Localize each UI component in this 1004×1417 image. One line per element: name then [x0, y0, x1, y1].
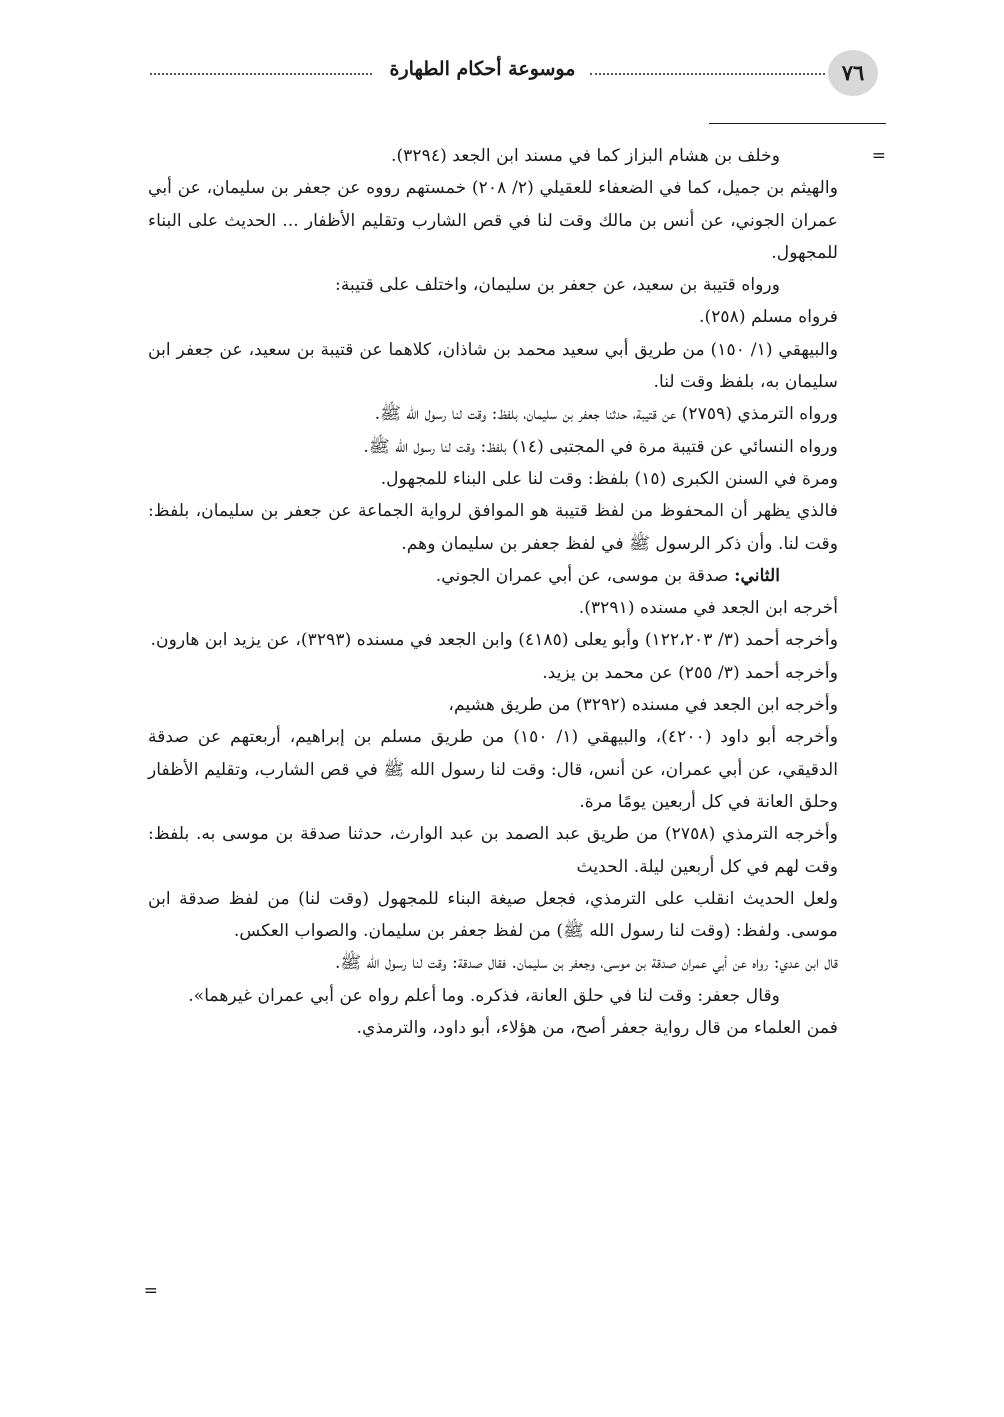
paragraph: وأخرجه أبو داود (٤٢٠٠)، والبيهقي (١/ ١٥٠) من طريق مسلم بن إبراهيم، أربعتهم عن صدقة الدقيقي، عن أبي عمران، عن أنس، قال: وقت لنا رسول الله ﷺ في قص الشارب، وتقليم الأظفار وحلق العانة في كل أربعين يومًا مرة.	[148, 727, 838, 812]
header-dotted-leader-left	[150, 73, 372, 75]
section-label: الثاني:	[734, 565, 780, 586]
running-header	[140, 50, 890, 96]
paragraph	[148, 560, 838, 592]
footnote-body	[148, 140, 838, 1044]
header-dotted-leader-right	[590, 73, 825, 75]
paragraph: وأخرجه ابن الجعد في مسنده (٣٢٩٢) من طريق هشيم،	[448, 695, 838, 716]
paragraph: ولعل الحديث انقلب على الترمذي، فجعل صيغة البناء للمجهول (وقت لنا) من لفظ صدقة ابن موسى. ولفظ: (وقت لنا رسول الله ﷺ) من لفظ جعفر بن سليمان. والصواب العكس.	[148, 888, 838, 942]
page-number: ٧٦	[828, 50, 878, 96]
paragraph: ورواه النسائي عن قتيبة مرة في المجتبى (١٤) بلفظ: وقت لنا رسول الله ﷺ.	[363, 436, 838, 457]
paragraph: فمن العلماء من قال رواية جعفر أصح، من هؤلاء، أبو داود، والترمذي.	[356, 1018, 838, 1039]
paragraph: وأخرجه الترمذي (٢٧٥٨) من طريق عبد الصمد بن عبد الوارث، حدثنا صدقة بن موسى به. بلفظ: وقت لهم في كل أربعين ليلة. الحديث	[148, 824, 838, 877]
paragraph: ورواه الترمذي (٢٧٥٩) عن قتيبة، حدثنا جعفر بن سليمان، بلفظ: وقت لنا رسول الله ﷺ.	[374, 404, 838, 425]
paragraph: ومرة في السنن الكبرى (١٥) بلفظ: وقت لنا على البناء للمجهول.	[380, 468, 838, 489]
header-title: موسوعة أحكام الطهارة	[389, 58, 576, 80]
paragraph: فالذي يظهر أن المحفوظ من لفظ قتيبة هو الموافق لرواية الجماعة عن جعفر بن سليمان، بلفظ: وقت لنا. وأن ذكر الرسول ﷺ في لفظ جعفر بن سليمان وهم.	[148, 501, 838, 554]
paragraph: قال ابن عدي: رواه عن أبي عمران صدقة بن موسى، وجعفر بن سليمان. فقال صدقة: وقت لنا رسول الله ﷺ.	[334, 953, 838, 974]
paragraph: ورواه قتيبة بن سعيد، عن جعفر بن سليمان، واختلف على قتيبة:	[335, 275, 780, 296]
paragraph: فرواه مسلم (٢٥٨).	[699, 307, 838, 328]
footnote-separator-rule	[709, 123, 886, 124]
paragraph: وأخرجه أحمد (٣/ ٢٥٥) عن محمد بن يزيد.	[542, 662, 838, 683]
paragraph: والهيثم بن جميل، كما في الضعفاء للعقيلي (٢/ ٢٠٨) خمستهم رووه عن جعفر بن سليمان، عن أبي عمران الجوني، عن أنس بن مالك وقت لنا في قص الشارب وتقليم الأظفار ... الحديث على البناء للمجهول.	[148, 178, 838, 263]
paragraph-text: صدقة بن موسى، عن أبي عمران الجوني.	[435, 565, 735, 586]
paragraph: والبيهقي (١/ ١٥٠) من طريق أبي سعيد محمد بن شاذان، كلاهما عن قتيبة بن سعيد، عن جعفر ابن سليمان به، بلفظ وقت لنا.	[148, 339, 838, 393]
continuation-marker-bottom: =	[143, 1281, 158, 1301]
paragraph: وأخرجه أحمد (٣/ ١٢٢،٢٠٣) وأبو يعلى (٤١٨٥) وابن الجعد في مسنده (٣٢٩٣)، عن يزيد ابن هارون.	[150, 630, 838, 651]
paragraph: وقال جعفر: وقت لنا في حلق العانة، فذكره. وما أعلم رواه عن أبي عمران غيرهما».	[188, 985, 780, 1006]
paragraph: وخلف بن هشام البزاز كما في مسند ابن الجعد (٣٢٩٤).	[391, 146, 780, 166]
paragraph: أخرجه ابن الجعد في مسنده (٣٢٩١).	[578, 598, 838, 619]
continuation-marker-top: =	[871, 146, 886, 166]
